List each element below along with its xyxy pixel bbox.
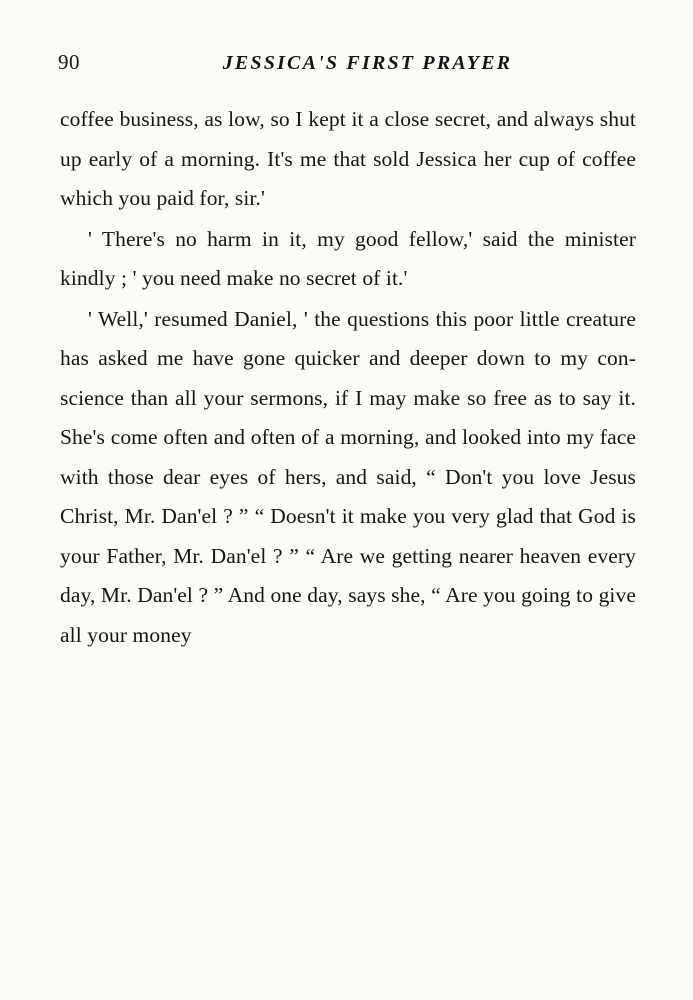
page-header — [58, 50, 641, 78]
body-text — [60, 100, 636, 655]
paragraph: ' There's no harm in it, my good fellow,' said the minister kindly ; ' you need make no secret of it.' — [60, 226, 636, 290]
paragraph: ' Well,' resumed Daniel, ' the questions this poor little creature has asked me have gone quicker and deeper down to my con-science than all your sermons, if I may make so free as to say it. She's come often and often of a morning, and looked into my face with those dear eyes of hers, and said, “ Don't you love Jesus Christ, Mr. Dan'el ? ” “ Doesn't it make you very glad that God is your Father, Mr. Dan'el ? ” “ Are we getting nearer heaven every day, Mr. Dan'el ? ” And one day, says she, “ Are you going to give all your money — [60, 306, 636, 647]
paragraph: coffee business, as low, so I kept it a close secret, and always shut up early of a morning. It's me that sold Jessica her cup of coffee which you paid for, sir.' — [60, 107, 636, 210]
running-head: JESSICA'S FIRST PRAYER — [222, 52, 513, 74]
page-number: 90 — [58, 50, 80, 74]
